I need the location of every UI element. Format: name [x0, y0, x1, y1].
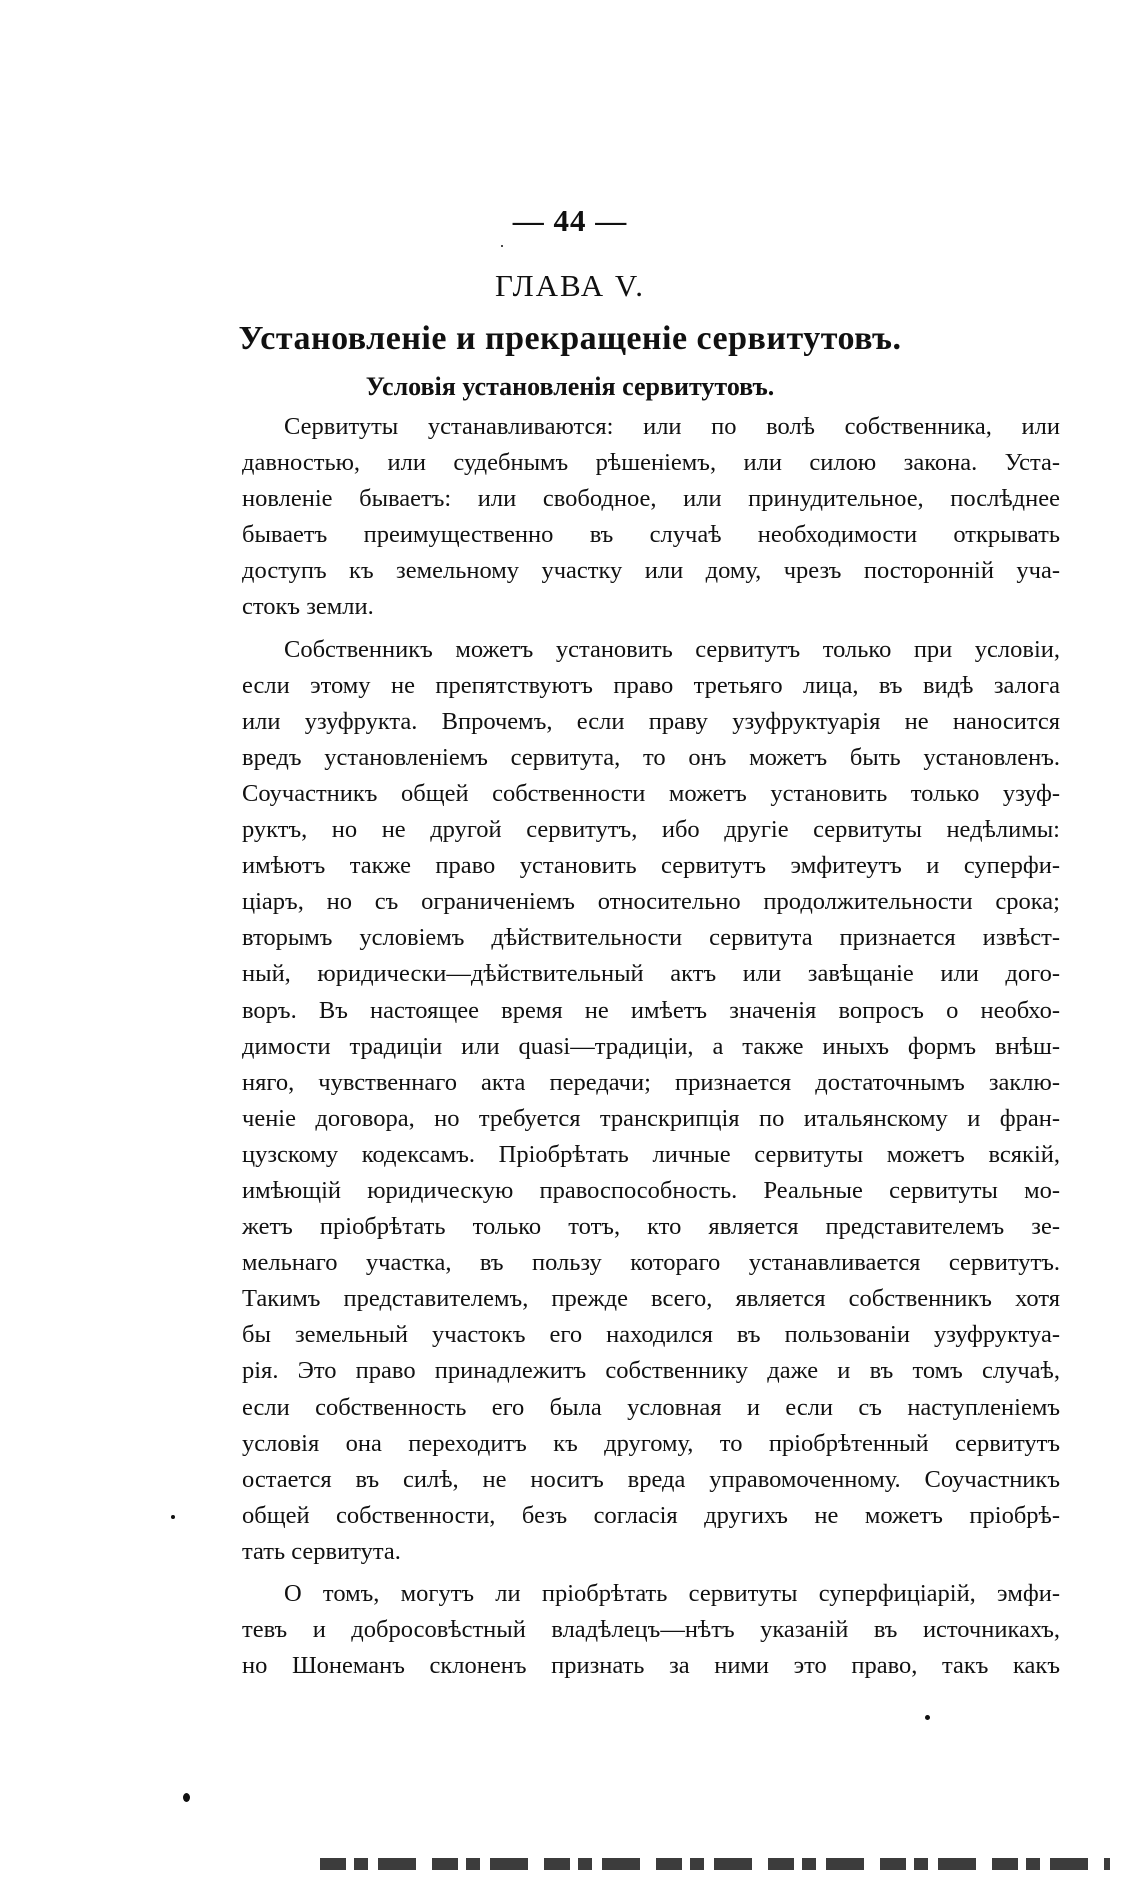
- scan-speck: [183, 1793, 190, 1802]
- paragraph-2: [242, 632, 1060, 1570]
- text-line: Соучастникъ общей собственности можетъ установить только узуф-: [242, 779, 1060, 807]
- text-line: руктъ, но не другой сервитутъ, ибо другіе сервитуты недѣлимы:: [242, 816, 1060, 844]
- text-line: условія она переходитъ къ другому, то пріобрѣтенный сервитутъ: [242, 1429, 1060, 1457]
- text-line: бываетъ преимущественно въ случаѣ необходимости открывать: [242, 521, 1060, 549]
- chapter-heading: ГЛАВА V.: [494, 268, 645, 303]
- text-line: рія. Это право принадлежитъ собственнику даже и въ томъ случаѣ,: [242, 1357, 1060, 1385]
- scan-speck: [171, 1515, 175, 1519]
- page-number: — 44 —: [512, 203, 628, 238]
- text-line: ціаръ, но съ ограниченіемъ относительно продолжительности срока;: [242, 888, 1060, 916]
- text-line: бы земельный участокъ его находился въ пользованіи узуфруктуа-: [242, 1321, 1060, 1349]
- body-text: [242, 409, 1060, 1690]
- text-line: доступъ къ земельному участку или дому, чрезъ посторонній уча-: [242, 557, 1060, 585]
- text-line: или узуфрукта. Впрочемъ, если праву узуфруктуарія не наносится: [242, 707, 1060, 735]
- text-line: стокъ земли.: [242, 593, 374, 621]
- text-line: имѣютъ также право установить сервитутъ эмфитеутъ и суперфи-: [242, 852, 1060, 880]
- text-line: тевъ и добросовѣстный владѣлецъ—нѣтъ указаній въ источникахъ,: [242, 1616, 1060, 1644]
- text-line: Собственникъ можетъ установить сервитутъ только при условіи,: [284, 635, 1060, 663]
- text-line: ченіе договора, но требуется транскрипція по итальянскому и фран-: [242, 1104, 1060, 1132]
- text-line: имѣющій юридическую правоспособность. Реальные сервитуты мо-: [242, 1176, 1060, 1204]
- text-line: Такимъ представителемъ, прежде всего, является собственникъ хотя: [242, 1285, 1060, 1313]
- text-line: воръ. Въ настоящее время не имѣетъ значенія вопросъ о необхо-: [242, 996, 1060, 1024]
- text-line: но Шонеманъ склоненъ признать за ними это право, такъ какъ: [242, 1652, 1060, 1680]
- text-line: вторымъ условіемъ дѣйствительности сервитута признается извѣст-: [242, 924, 1060, 952]
- text-line: новленіе бываетъ: или свободное, или принудительное, послѣднее: [242, 485, 1060, 513]
- scan-speck: [501, 245, 503, 247]
- text-line: О томъ, могутъ ли пріобрѣтать сервитуты суперфиціарій, эмфи-: [284, 1580, 1060, 1607]
- text-line: жетъ пріобрѣтать только тотъ, кто является представителемъ зе-: [242, 1213, 1060, 1241]
- text-line: вредъ установленіемъ сервитута, то онъ можетъ быть установленъ.: [242, 743, 1060, 771]
- paragraph-1: [242, 409, 1060, 626]
- text-line: Сервитуты устанавливаются: или по волѣ собственника, или: [284, 413, 1060, 440]
- text-line: давностью, или судебнымъ рѣшеніемъ, или силою закона. Уста-: [242, 449, 1060, 477]
- text-line: если собственность его была условная и если съ наступленіемъ: [242, 1393, 1060, 1421]
- text-line: ный, юридически—дѣйствительный актъ или завѣщаніе или дого-: [242, 960, 1060, 988]
- text-line: димости традиціи или quasi—традиціи, а также иныхъ формъ внѣш-: [242, 1032, 1060, 1060]
- scan-speck: [925, 1715, 930, 1720]
- text-line: мельнаго участка, въ пользу котораго устанавливается сервитутъ.: [242, 1249, 1060, 1277]
- text-line: остается въ силѣ, не носитъ вреда управомоченному. Соучастникъ: [242, 1465, 1060, 1493]
- text-line: тать сервитута.: [242, 1537, 401, 1565]
- chapter-title: Установленіе и прекращеніе сервитутовъ.: [238, 320, 902, 357]
- text-line: общей собственности, безъ согласія другихъ не можетъ пріобрѣ-: [242, 1501, 1060, 1529]
- scan-edge-noise: [320, 1858, 1110, 1870]
- section-title: Условія установленія сервитутовъ.: [365, 372, 775, 401]
- text-line: цузскому кодексамъ. Пріобрѣтать личные сервитуты можетъ всякій,: [242, 1140, 1060, 1168]
- paragraph-3: [242, 1576, 1060, 1684]
- text-line: если этому не препятствуютъ право третьяго лица, въ видѣ залога: [242, 671, 1060, 699]
- text-line: няго, чувственнаго акта передачи; признается достаточнымъ заклю-: [242, 1068, 1060, 1096]
